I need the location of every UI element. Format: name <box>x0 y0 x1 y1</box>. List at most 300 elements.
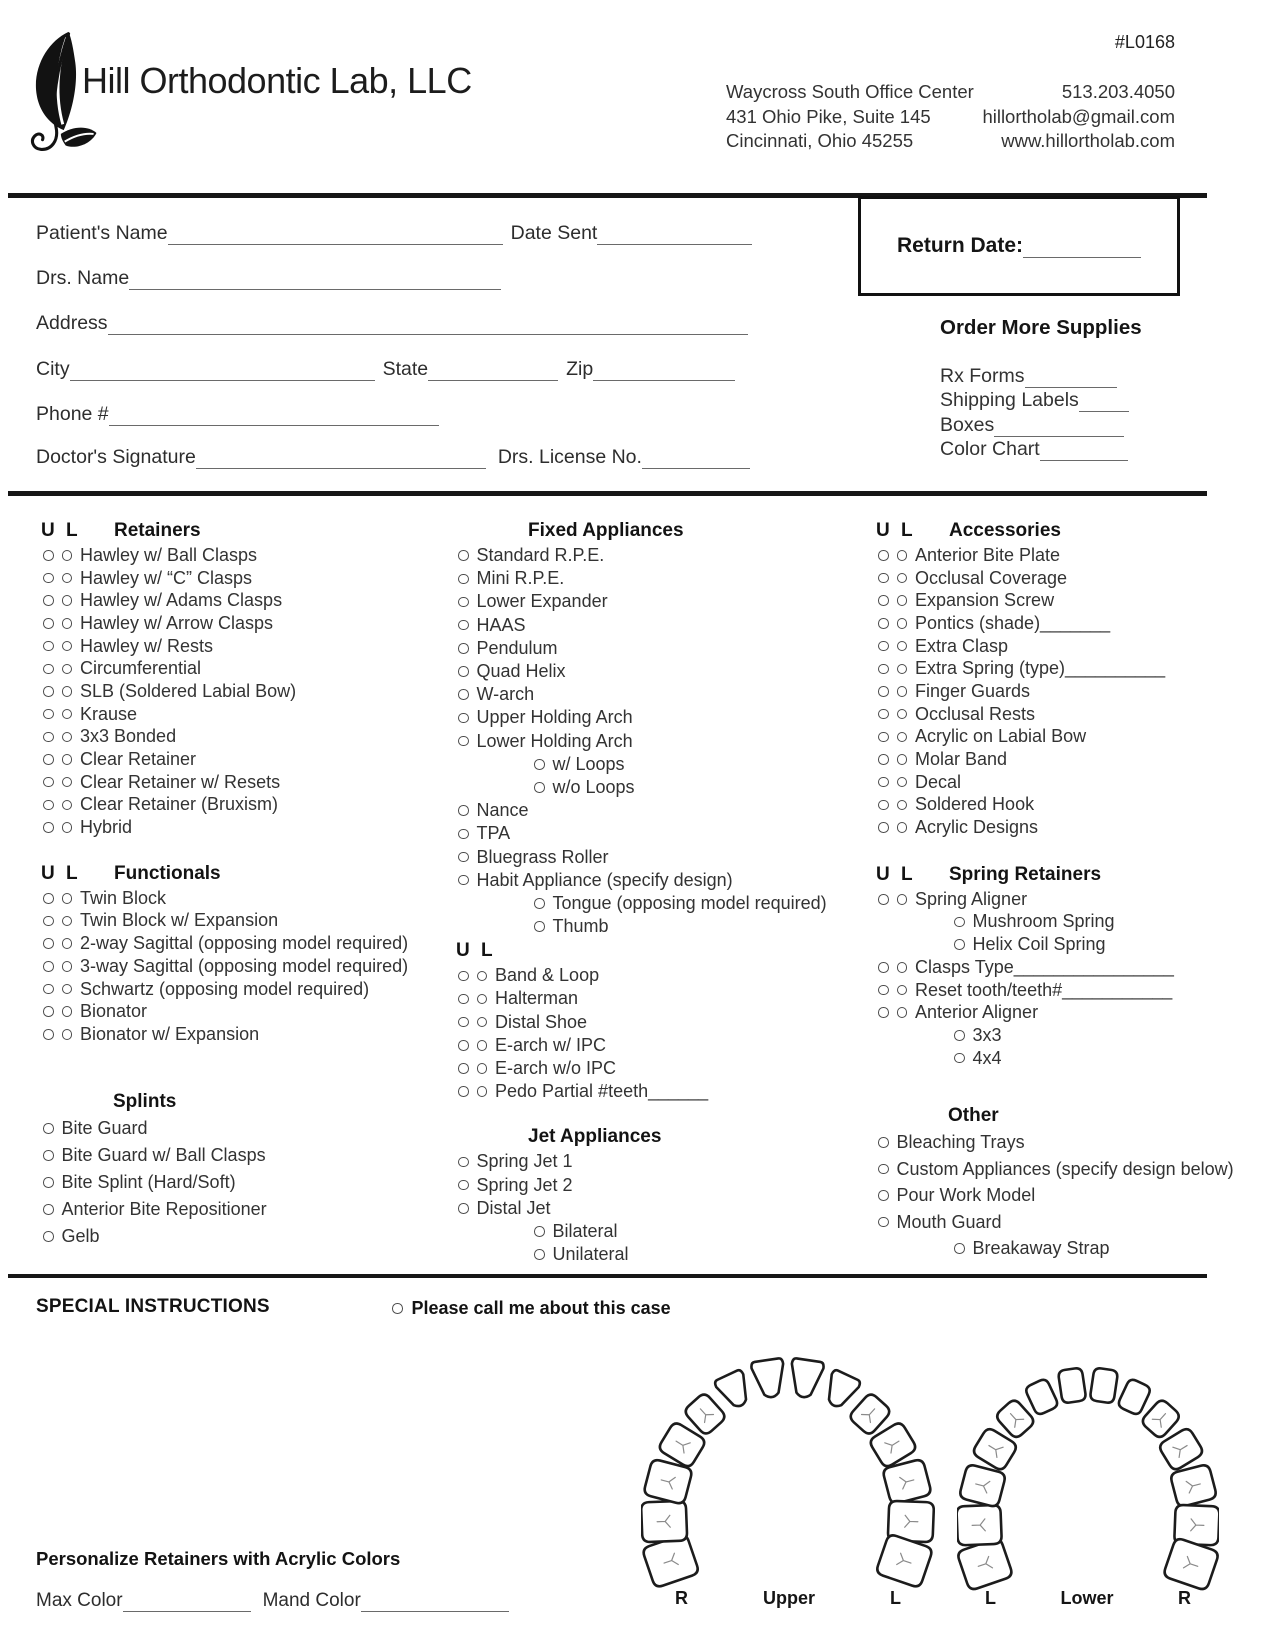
checklist-item <box>951 1024 1271 1047</box>
checklist-section <box>40 518 448 839</box>
option-circle[interactable] <box>534 921 545 932</box>
upper-option-circle[interactable] <box>43 1029 54 1040</box>
lower-option-circle[interactable] <box>62 822 73 833</box>
drs-license-label: Drs. License No. <box>497 446 642 468</box>
personalize-label: Personalize Retainers with Acrylic Colors <box>36 1548 401 1569</box>
upper-arch-diagram <box>641 1349 935 1593</box>
lower-option-circle[interactable] <box>62 777 73 788</box>
option-label: Molar Band <box>915 749 1008 770</box>
lower-option-circle[interactable] <box>62 573 73 584</box>
company-name: Hill Orthodontic Lab, LLC <box>82 60 472 101</box>
section-title: Accessories <box>949 520 1061 541</box>
option-label: E-arch w/o IPC <box>495 1058 617 1079</box>
order-more-supplies <box>940 316 1142 461</box>
upper-option-circle[interactable] <box>878 732 889 743</box>
option-circle[interactable] <box>878 1190 889 1201</box>
option-label: Finger Guards <box>915 680 1031 701</box>
upper-option-circle[interactable] <box>878 664 889 675</box>
option-circle[interactable] <box>43 1204 54 1215</box>
tooth-shape <box>1090 1367 1119 1403</box>
upper-option-circle[interactable] <box>878 894 889 905</box>
upper-option-circle[interactable] <box>878 550 889 561</box>
checklist-item <box>875 748 1271 771</box>
checklist-item <box>875 888 1271 911</box>
checklist-column-right <box>875 518 1271 1262</box>
checklist-item <box>40 1223 448 1250</box>
lower-option-circle[interactable] <box>62 618 73 629</box>
option-circle[interactable] <box>458 1180 469 1191</box>
upper-option-circle[interactable] <box>878 618 889 629</box>
checklist-item <box>455 544 867 567</box>
upper-option-circle[interactable] <box>458 971 469 982</box>
option-circle[interactable] <box>534 1226 545 1237</box>
lower-arch-labels <box>957 1588 1219 1609</box>
rx-forms-field[interactable] <box>1025 365 1117 388</box>
lower-option-circle[interactable] <box>477 1063 488 1074</box>
upper-option-circle[interactable] <box>878 777 889 788</box>
option-circle[interactable] <box>458 666 469 677</box>
upper-option-circle[interactable] <box>458 1017 469 1028</box>
doctor-name-row <box>36 264 501 290</box>
call-me-circle[interactable] <box>392 1303 403 1314</box>
option-circle[interactable] <box>458 574 469 585</box>
checklist-section <box>455 518 867 938</box>
lower-option-circle[interactable] <box>62 800 73 811</box>
option-label: Acrylic Designs <box>915 817 1039 838</box>
option-label: 3-way Sagittal (opposing model required) <box>80 955 409 976</box>
checklist-item <box>40 748 448 771</box>
footer-divider <box>8 1274 1207 1278</box>
upper-option-circle[interactable] <box>43 916 54 927</box>
tooth-shape <box>1058 1367 1087 1403</box>
checklist-item <box>455 590 867 613</box>
option-circle[interactable] <box>458 643 469 654</box>
lower-option-circle[interactable] <box>897 709 908 720</box>
upper-option-circle[interactable] <box>43 800 54 811</box>
upper-option-circle[interactable] <box>458 1063 469 1074</box>
checklist-column-left <box>40 518 448 1250</box>
option-label: Bionator <box>80 1001 148 1022</box>
option-label: Occlusal Coverage <box>915 567 1068 588</box>
lower-option-circle[interactable] <box>62 984 73 995</box>
option-label: Halterman <box>495 988 579 1009</box>
boxes-label: Boxes <box>940 413 995 436</box>
option-circle[interactable] <box>534 759 545 770</box>
option-label: Twin Block w/ Expansion <box>80 910 279 931</box>
checklist-item <box>875 956 1271 979</box>
checklist-item <box>455 845 867 868</box>
shipping-labels-field[interactable] <box>1079 389 1129 412</box>
option-label: Standard R.P.E. <box>476 545 605 566</box>
checklist-item <box>875 1156 1271 1183</box>
section-header-row <box>455 1124 867 1150</box>
option-circle[interactable] <box>954 939 965 950</box>
checklist-item <box>875 703 1271 726</box>
lower-option-circle[interactable] <box>897 618 908 629</box>
lower-option-circle[interactable] <box>897 686 908 697</box>
option-label: Hawley w/ Adams Clasps <box>80 590 283 611</box>
option-label: Band & Loop <box>495 965 600 986</box>
checklist-item <box>875 726 1271 749</box>
option-label: Hawley w/ “C” Clasps <box>80 567 253 588</box>
option-circle[interactable] <box>534 898 545 909</box>
option-label: Hybrid <box>80 817 133 838</box>
lower-option-circle[interactable] <box>897 595 908 606</box>
lower-option-circle[interactable] <box>897 573 908 584</box>
boxes-field[interactable] <box>994 414 1124 437</box>
option-label: Circumferential <box>80 658 202 679</box>
checklist-section <box>875 518 1271 839</box>
lower-option-circle[interactable] <box>897 822 908 833</box>
address-line: 431 Ohio Pike, Suite 145 <box>726 105 931 127</box>
option-circle[interactable] <box>458 1157 469 1168</box>
option-label: 2-way Sagittal (opposing model required) <box>80 933 409 954</box>
option-circle[interactable] <box>458 829 469 840</box>
upper-option-circle[interactable] <box>43 618 54 629</box>
lower-option-circle[interactable] <box>62 709 73 720</box>
supply-row <box>940 437 1142 461</box>
option-label: Acrylic on Labial Bow <box>915 726 1087 747</box>
upper-option-circle[interactable] <box>43 893 54 904</box>
option-circle[interactable] <box>878 1137 889 1148</box>
upper-option-circle[interactable] <box>458 994 469 1005</box>
checklist-item <box>40 771 448 794</box>
drs-license-field[interactable] <box>642 446 750 469</box>
option-circle[interactable] <box>954 1030 965 1041</box>
tooth-shape <box>1117 1378 1152 1416</box>
lower-option-circle[interactable] <box>897 894 908 905</box>
doctors-signature-label: Doctor's Signature <box>36 446 196 468</box>
checklist-section <box>875 1103 1271 1262</box>
option-label: 3x3 <box>972 1024 1002 1045</box>
supply-row <box>940 412 1142 436</box>
lower-option-circle[interactable] <box>62 938 73 949</box>
upper-option-circle[interactable] <box>878 985 889 996</box>
upper-option-circle[interactable] <box>43 595 54 606</box>
option-label: w/o Loops <box>552 776 635 797</box>
upper-option-circle[interactable] <box>878 573 889 584</box>
option-label: Bite Guard <box>61 1117 148 1138</box>
upper-arch-labels <box>641 1588 935 1609</box>
option-circle[interactable] <box>878 1217 889 1228</box>
upper-option-circle[interactable] <box>43 938 54 949</box>
checklist-section <box>875 862 1271 1070</box>
upper-left-label: L <box>889 1588 901 1608</box>
option-circle[interactable] <box>458 1203 469 1214</box>
upper-option-circle[interactable] <box>878 822 889 833</box>
state-label: State <box>382 358 429 380</box>
phone-field[interactable] <box>109 403 439 426</box>
checklist-item <box>531 776 867 799</box>
lower-option-circle[interactable] <box>62 664 73 675</box>
checklist-item <box>40 1023 448 1046</box>
lower-option-circle[interactable] <box>897 777 908 788</box>
supplies-title: Order More Supplies <box>940 316 1142 339</box>
upper-option-circle[interactable] <box>43 664 54 675</box>
city-field[interactable] <box>70 358 375 381</box>
checklist-item <box>455 660 867 683</box>
lower-option-circle[interactable] <box>62 1006 73 1017</box>
section-header-row <box>40 861 448 887</box>
option-label: Extra Spring (type)__________ <box>915 658 1166 679</box>
checklist-item <box>40 703 448 726</box>
option-label: Bite Guard w/ Ball Clasps <box>61 1144 266 1165</box>
checklist-item <box>40 635 448 658</box>
option-label: Decal <box>915 771 962 792</box>
checklist-item <box>951 933 1271 956</box>
option-label: Schwartz (opposing model required) <box>80 978 370 999</box>
option-circle[interactable] <box>534 1249 545 1260</box>
state-field[interactable] <box>428 358 558 381</box>
upper-option-circle[interactable] <box>43 573 54 584</box>
lower-option-circle[interactable] <box>477 1086 488 1097</box>
section-title: Spring Retainers <box>949 863 1102 885</box>
lower-option-circle[interactable] <box>62 1029 73 1040</box>
option-circle[interactable] <box>458 550 469 561</box>
rx-forms-label: Rx Forms <box>940 365 1025 388</box>
checklist-item <box>40 887 448 910</box>
upper-option-circle[interactable] <box>43 984 54 995</box>
option-label: Pendulum <box>476 637 558 658</box>
mand-color-field[interactable] <box>361 1589 509 1612</box>
option-label: Lower Expander <box>476 591 608 612</box>
upper-option-circle[interactable] <box>878 800 889 811</box>
upper-option-circle[interactable] <box>878 962 889 973</box>
checklist-item <box>875 1182 1271 1209</box>
lower-label: Lower <box>1060 1588 1114 1608</box>
upper-option-circle[interactable] <box>458 1040 469 1051</box>
checklist-item <box>40 978 448 1001</box>
option-circle[interactable] <box>43 1231 54 1242</box>
email-address: hillortholab@gmail.com <box>982 105 1175 127</box>
checklist-item <box>875 1129 1271 1156</box>
lower-option-circle[interactable] <box>897 1007 908 1018</box>
option-label: Bionator w/ Expansion <box>80 1023 260 1044</box>
option-circle[interactable] <box>458 597 469 608</box>
option-label: SLB (Soldered Labial Bow) <box>80 680 297 701</box>
checklist-item <box>455 637 867 660</box>
checklist-item <box>875 589 1271 612</box>
upper-option-circle[interactable] <box>43 754 54 765</box>
option-label: Spring Jet 1 <box>476 1151 573 1172</box>
option-circle[interactable] <box>534 782 545 793</box>
checklist-item <box>875 612 1271 635</box>
option-circle[interactable] <box>458 620 469 631</box>
option-label: Bluegrass Roller <box>476 846 609 867</box>
address-label: Address <box>36 312 108 334</box>
tooth-shape <box>714 1369 755 1412</box>
checklist-item <box>531 915 867 938</box>
lower-option-circle[interactable] <box>477 994 488 1005</box>
drs-name-field[interactable] <box>129 267 501 290</box>
lower-option-circle[interactable] <box>897 550 908 561</box>
upper-option-circle[interactable] <box>43 550 54 561</box>
tooth-shape <box>787 1358 824 1400</box>
checklist-item <box>875 680 1271 703</box>
phone-row <box>36 400 439 426</box>
upper-option-circle[interactable] <box>43 961 54 972</box>
checklist-item <box>531 892 867 915</box>
upper-option-circle[interactable] <box>43 777 54 788</box>
lower-option-circle[interactable] <box>62 732 73 743</box>
checklist-item <box>951 1047 1271 1070</box>
lower-option-circle[interactable] <box>897 754 908 765</box>
option-circle[interactable] <box>954 1243 965 1254</box>
lower-option-circle[interactable] <box>62 916 73 927</box>
option-label: Pedo Partial #teeth______ <box>495 1081 709 1102</box>
call-me-label: Please call me about this case <box>411 1298 671 1318</box>
lower-option-circle[interactable] <box>62 686 73 697</box>
call-me-option <box>392 1298 671 1319</box>
option-circle[interactable] <box>43 1150 54 1161</box>
option-label: Breakaway Strap <box>972 1238 1110 1259</box>
lower-option-circle[interactable] <box>897 732 908 743</box>
option-label: Custom Appliances (specify design below) <box>896 1158 1234 1179</box>
option-circle[interactable] <box>458 689 469 700</box>
section-title: Jet Appliances <box>528 1126 662 1148</box>
lower-option-circle[interactable] <box>62 641 73 652</box>
upper-option-circle[interactable] <box>43 822 54 833</box>
option-circle[interactable] <box>954 1053 965 1064</box>
lower-option-circle[interactable] <box>62 595 73 606</box>
option-label: W-arch <box>476 684 535 705</box>
section-divider <box>8 491 1207 496</box>
checklist-item <box>40 589 448 612</box>
option-circle[interactable] <box>878 1164 889 1175</box>
supply-row <box>940 364 1142 388</box>
checklist-item <box>455 987 867 1010</box>
option-label: HAAS <box>476 614 526 635</box>
lower-option-circle[interactable] <box>477 971 488 982</box>
option-circle[interactable] <box>43 1177 54 1188</box>
upper-label: Upper <box>762 1588 815 1608</box>
lower-option-circle[interactable] <box>62 893 73 904</box>
option-label: Spring Aligner <box>915 888 1028 909</box>
upper-right-label: R <box>675 1588 688 1608</box>
checklist-item <box>40 680 448 703</box>
checklist-item <box>455 1034 867 1057</box>
option-label: Unilateral <box>552 1244 629 1265</box>
upper-option-circle[interactable] <box>878 686 889 697</box>
lower-option-circle[interactable] <box>897 985 908 996</box>
option-label: Reset tooth/teeth#___________ <box>915 979 1173 1000</box>
upper-option-circle[interactable] <box>878 709 889 720</box>
city-state-zip-row <box>36 355 735 381</box>
checklist-item <box>40 1142 448 1169</box>
address-line: Cincinnati, Ohio 45255 <box>726 130 914 151</box>
option-circle[interactable] <box>458 736 469 747</box>
upper-option-circle[interactable] <box>43 686 54 697</box>
lab-contact <box>982 80 1175 154</box>
lower-option-circle[interactable] <box>62 550 73 561</box>
checklist-item <box>455 1057 867 1080</box>
upper-option-circle[interactable] <box>878 754 889 765</box>
option-circle[interactable] <box>43 1123 54 1134</box>
patients-name-field[interactable] <box>168 222 503 245</box>
lower-option-circle[interactable] <box>477 1017 488 1028</box>
checklist-item <box>40 816 448 839</box>
checklist-item <box>455 683 867 706</box>
max-color-field[interactable] <box>123 1589 251 1612</box>
option-circle[interactable] <box>954 917 965 928</box>
upper-option-circle[interactable] <box>43 641 54 652</box>
checklist-section <box>40 1089 448 1250</box>
checklist-section <box>40 861 448 1046</box>
checklist-item <box>40 1000 448 1023</box>
return-date-field[interactable] <box>1023 235 1141 258</box>
website-url: www.hillortholab.com <box>1001 130 1175 151</box>
checklist-section <box>455 938 867 1103</box>
mand-color-label: Mand Color <box>262 1590 361 1611</box>
upper-option-circle[interactable] <box>43 1006 54 1017</box>
option-label: E-arch w/ IPC <box>495 1034 607 1055</box>
option-label: Anterior Bite Repositioner <box>61 1198 267 1219</box>
upper-option-circle[interactable] <box>878 595 889 606</box>
lower-option-circle[interactable] <box>897 962 908 973</box>
lower-option-circle[interactable] <box>62 754 73 765</box>
return-date-label: Return Date: <box>896 234 1023 257</box>
upper-lower-columns-label: U L <box>41 862 78 884</box>
color-chart-label: Color Chart <box>940 437 1040 460</box>
color-chart-field[interactable] <box>1040 438 1128 461</box>
checklist-item <box>951 911 1271 934</box>
lower-option-circle[interactable] <box>897 664 908 675</box>
zip-field[interactable] <box>593 358 735 381</box>
option-circle[interactable] <box>458 852 469 863</box>
section-title: Retainers <box>114 520 201 541</box>
option-label: Mini R.P.E. <box>476 568 565 589</box>
option-label: Pontics (shade)_______ <box>915 612 1111 633</box>
appliance-checklist <box>0 518 1275 1274</box>
section-header-row <box>455 518 867 544</box>
lower-option-circle[interactable] <box>897 800 908 811</box>
option-label: 4x4 <box>972 1047 1002 1068</box>
tooth-shape <box>751 1358 788 1400</box>
doctors-signature-field[interactable] <box>196 446 486 469</box>
checklist-item <box>875 657 1271 680</box>
checklist-item <box>531 753 867 776</box>
checklist-item <box>455 822 867 845</box>
option-circle[interactable] <box>458 713 469 724</box>
upper-lower-columns-label: U L <box>876 520 913 541</box>
option-label: Lower Holding Arch <box>476 730 633 751</box>
lower-option-circle[interactable] <box>477 1040 488 1051</box>
checklist-item <box>455 799 867 822</box>
option-label: Distal Jet <box>476 1197 551 1218</box>
checklist-item <box>40 544 448 567</box>
checklist-item <box>455 706 867 729</box>
lower-option-circle[interactable] <box>62 961 73 972</box>
upper-option-circle[interactable] <box>43 709 54 720</box>
option-circle[interactable] <box>458 875 469 886</box>
section-header-row <box>455 938 867 964</box>
return-date-box <box>858 196 1180 296</box>
upper-option-circle[interactable] <box>878 1007 889 1018</box>
date-sent-field[interactable] <box>597 222 752 245</box>
checklist-item <box>455 1197 867 1220</box>
section-header-row <box>875 862 1271 888</box>
address-field[interactable] <box>108 312 748 335</box>
option-label: Helix Coil Spring <box>972 934 1106 955</box>
lower-option-circle[interactable] <box>897 641 908 652</box>
section-title: Other <box>948 1105 999 1127</box>
option-label: Mushroom Spring <box>972 911 1115 932</box>
upper-option-circle[interactable] <box>458 1086 469 1097</box>
upper-option-circle[interactable] <box>878 641 889 652</box>
lower-right-label: R <box>1177 1588 1191 1608</box>
upper-option-circle[interactable] <box>43 732 54 743</box>
option-circle[interactable] <box>458 805 469 816</box>
